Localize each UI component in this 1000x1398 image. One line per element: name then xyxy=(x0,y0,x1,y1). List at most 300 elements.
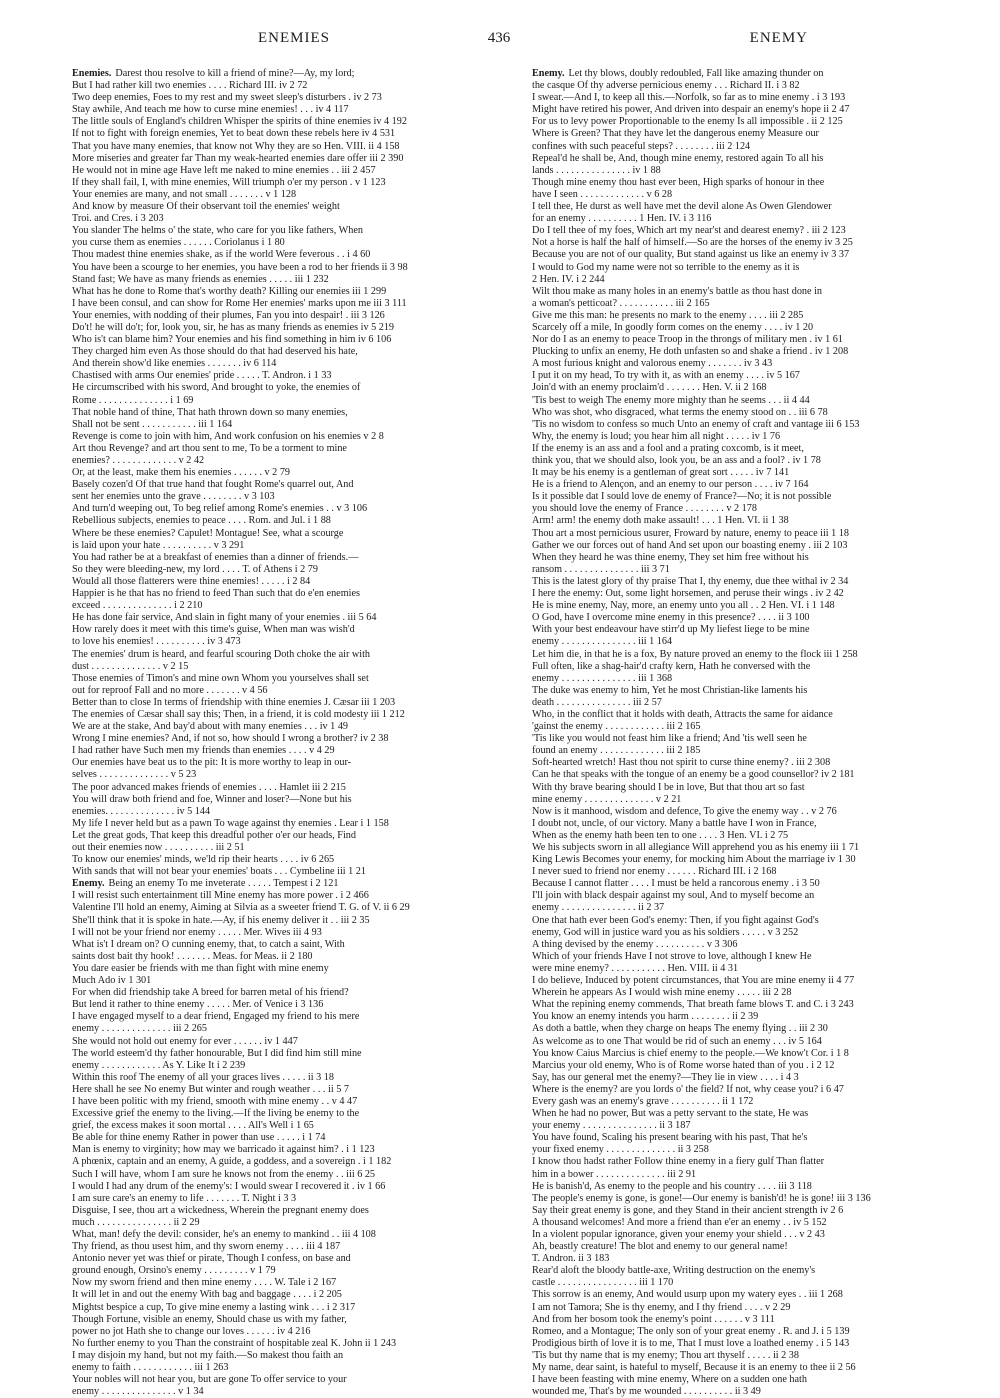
concordance-line xyxy=(72,1374,524,1386)
quotation-text: Now is it manhood, wisdom and defence, To give the enemy way . . v 2 76 xyxy=(532,805,837,817)
concordance-line xyxy=(72,370,524,382)
concordance-line xyxy=(532,68,984,80)
quotation-text: exceed . . . . . . . . . . . . . . i 2 210 xyxy=(72,600,203,612)
quotation-text: Give me this man: he presents no mark to the enemy . . . . iii 2 285 xyxy=(532,309,804,321)
concordance-line xyxy=(72,842,524,854)
concordance-line xyxy=(532,1023,984,1035)
concordance-line xyxy=(532,1048,984,1060)
concordance-line xyxy=(532,322,984,334)
quotation-text: think you, that we should also, look you, be an ass and a fool? . iv 1 78 xyxy=(532,455,821,466)
concordance-line xyxy=(72,1289,524,1301)
concordance-line xyxy=(72,1144,524,1156)
quotation-text: Within this roof The enemy of all your graces lives . . . . . ii 3 18 xyxy=(72,1071,334,1083)
quotation-text: Here shall he see No enemy But winter and rough weather . . . ii 5 7 xyxy=(72,1083,349,1095)
concordance-line xyxy=(72,1350,524,1362)
quotation-text: Let him die, in that he is a fox, By nature proved an enemy to the flock iii 1 258 xyxy=(532,648,858,660)
quotation-text: Rear'd aloft the bloody battle-axe, Writing destruction on the enemy's xyxy=(532,1265,816,1277)
concordance-line xyxy=(72,890,524,902)
quotation-text: No further enemy to you Than the constraint of hospitable zeal K. John ii 1 243 xyxy=(72,1337,397,1349)
quotation-text: This sorrow is an enemy, And would usurp upon my watery eyes . . iii 1 268 xyxy=(532,1289,843,1301)
quotation-text: I will not be your friend nor enemy . . . . . Mer. Wives iii 4 93 xyxy=(72,926,322,938)
concordance-line xyxy=(72,866,524,878)
quotation-text: the casque Of thy adverse pernicious enemy . . . Richard II. i 3 82 xyxy=(532,80,800,92)
quotation-text: wounded me, That's by me wounded . . . . . . . . . . ii 3 49 xyxy=(532,1386,761,1398)
quotation-text: Is it possible dat I sould love de enemy of France?—No; it is not possible xyxy=(532,491,832,503)
concordance-line xyxy=(72,552,524,564)
concordance-line xyxy=(532,987,984,999)
quotation-text: power no jot Hath she to change our loves . . . . . . iv 4 216 xyxy=(72,1325,311,1337)
concordance-line xyxy=(72,1326,524,1338)
concordance-line xyxy=(532,854,984,866)
quotation-text: 'Tis best to weigh The enemy more mighty than he seems . . . ii 4 44 xyxy=(532,394,810,406)
concordance-line xyxy=(532,515,984,527)
concordance-line xyxy=(72,636,524,648)
quotation-text: Full often, like a shag-hair'd crafty kern, Hath he conversed with the xyxy=(532,660,811,672)
quotation-text: Gather we our forces out of hand And set upon our boasting enemy . iii 2 103 xyxy=(532,539,848,551)
concordance-line xyxy=(532,1241,984,1253)
quotation-text: How rarely does it meet with this time's guise, When man was wish'd xyxy=(72,624,355,636)
concordance-line xyxy=(72,1181,524,1193)
quotation-text: Darest thou resolve to kill a friend of mine?—Ay, my lord; xyxy=(115,68,355,79)
concordance-line xyxy=(72,1338,524,1350)
concordance-line xyxy=(72,213,524,225)
concordance-line xyxy=(532,286,984,298)
quotation-text: This is the latest glory of thy praise That I, thy enemy, due thee withal iv 2 34 xyxy=(532,575,849,587)
concordance-line xyxy=(532,116,984,128)
concordance-line xyxy=(72,733,524,745)
concordance-line xyxy=(532,1156,984,1168)
quotation-text: were mine enemy? . . . . . . . . . . . Hen. VIII. ii 4 31 xyxy=(532,962,739,974)
quotation-text: Wrong I mine enemies? And, if not so, how should I wrong a brother? iv 2 38 xyxy=(72,733,389,745)
quotation-text: Marcius your old enemy, Who is of Rome worse hated than of you . i 2 12 xyxy=(532,1059,835,1071)
quotation-text: Why, the enemy is loud; you hear him all night . . . . . iv 1 76 xyxy=(532,430,781,442)
concordance-line xyxy=(72,334,524,346)
quotation-text: Because you are not of our quality, But stand against us like an enemy iv 3 37 xyxy=(532,249,850,261)
quotation-text: What the repining enemy commends, That breath fame blows T. and C. i 3 243 xyxy=(532,999,854,1011)
concordance-line xyxy=(532,177,984,189)
concordance-line xyxy=(532,878,984,890)
quotation-text: Scarcely off a mile, In goodly form comes on the enemy . . . . iv 1 20 xyxy=(532,321,814,333)
quotation-text: death . . . . . . . . . . . . . . . iii 2 57 xyxy=(532,696,662,708)
concordance-line xyxy=(72,1072,524,1084)
concordance-line xyxy=(532,697,984,709)
concordance-line xyxy=(532,1169,984,1181)
quotation-text: And turn'd weeping out, To beg relief among Rome's enemies . . v 3 106 xyxy=(72,503,368,515)
quotation-text: And from her bosom took the enemy's point . . . . . . v 3 111 xyxy=(532,1313,775,1325)
concordance-line xyxy=(72,721,524,733)
quotation-text: I swear.—And I, to keep all this.—Norfolk, so far as to mine enemy . i 3 193 xyxy=(532,92,846,104)
quotation-text: So they were bleeding-new, my lord . . . . T. of Athens i 2 79 xyxy=(72,563,318,575)
concordance-line xyxy=(532,1205,984,1217)
concordance-line xyxy=(72,1277,524,1289)
quotation-text: He is banish'd, As enemy to the people and his country . . . . iii 3 118 xyxy=(532,1180,812,1192)
concordance-line xyxy=(532,141,984,153)
quotation-text: With your best endeavour have stirr'd up My liefest liege to be mine xyxy=(532,624,810,636)
concordance-line xyxy=(72,92,524,104)
quotation-text: Or, at the least, make them his enemies . . . . . . v 2 79 xyxy=(72,467,291,479)
concordance-line xyxy=(72,1108,524,1120)
quotation-text: I may disjoin my hand, but not my faith.—So makest thou faith an xyxy=(72,1349,344,1361)
quotation-text: enemy to faith . . . . . . . . . . . . iii 1 263 xyxy=(72,1362,229,1374)
concordance-line xyxy=(72,1048,524,1060)
quotation-text: Your enemies are many, and not small . . . . . . . v 1 128 xyxy=(72,188,297,200)
quotation-text: The poor advanced makes friends of enemies . . . . Hamlet iii 2 215 xyxy=(72,781,346,793)
concordance-line xyxy=(72,189,524,201)
concordance-line xyxy=(532,624,984,636)
concordance-line xyxy=(532,540,984,552)
concordance-line xyxy=(532,1060,984,1072)
quotation-text: I have been politic with my friend, smooth with mine enemy . . v 4 47 xyxy=(72,1095,358,1107)
quotation-text: When as the enemy hath been ten to one . . . . 3 Hen. VI. i 2 75 xyxy=(532,829,789,841)
quotation-text: enemy . . . . . . . . . . . . . . iii 2 265 xyxy=(72,1023,207,1035)
concordance-line xyxy=(72,1265,524,1277)
quotation-text: You dare easier be friends with me than fight with mine enemy xyxy=(72,962,329,974)
concordance-line xyxy=(532,1217,984,1229)
quotation-text: I do believe, Induced by potent circumstances, that You are mine enemy ii 4 77 xyxy=(532,975,855,987)
quotation-text: sent her enemies unto the grave . . . . . . . . v 3 103 xyxy=(72,491,275,503)
concordance-line xyxy=(72,588,524,600)
quotation-text: My name, dear saint, is hateful to myself, Because it is an enemy to thee ii 2 56 xyxy=(532,1362,856,1374)
concordance-line xyxy=(72,902,524,914)
concordance-line xyxy=(532,298,984,310)
concordance-line xyxy=(532,1193,984,1205)
concordance-line xyxy=(532,661,984,673)
concordance-line xyxy=(532,419,984,431)
quotation-text: I would to God my name were not so terrible to the enemy as it is xyxy=(532,261,800,273)
quotation-text: out their enemies now . . . . . . . . . . iii 2 51 xyxy=(72,842,245,853)
quotation-text: I would I had any drum of the enemy's: I would swear I recovered it . iv 1 66 xyxy=(72,1180,386,1192)
concordance-line xyxy=(72,540,524,552)
concordance-line xyxy=(532,346,984,358)
quotation-text: He has done fair service, And slain in fight many of your enemies . iii 5 64 xyxy=(72,612,377,624)
quotation-text: A phœnix, captain and an enemy, A guide, a goddess, and a sovereign . i 1 182 xyxy=(72,1156,392,1168)
concordance-line xyxy=(72,358,524,370)
quotation-text: for an enemy . . . . . . . . . . 1 Hen. IV. i 3 116 xyxy=(532,213,712,225)
concordance-line xyxy=(532,1386,984,1398)
quotation-text: I will resist such entertainment till Mine enemy has more power . i 2 466 xyxy=(72,890,369,902)
quotation-text: The enemies of Cæsar shall say this; Then, in a friend, it is cold modesty iii 1 212 xyxy=(72,708,405,720)
quotation-text: to love his enemies! . . . . . . . . . . iv 3 473 xyxy=(72,636,241,648)
quotation-text: 'Tis no wisdom to confess so much Unto an enemy of craft and vantage iii 6 153 xyxy=(532,418,860,430)
quotation-text: If they shall fail, I, with mine enemies, Will triumph o'er my person . v 1 123 xyxy=(72,176,386,188)
concordance-line xyxy=(532,443,984,455)
concordance-line xyxy=(532,1120,984,1132)
quotation-text: In a violent popular ignorance, given your enemy your shield . . . v 2 43 xyxy=(532,1229,825,1240)
quotation-text: You know an enemy intends you harm . . . . . . . . ii 2 39 xyxy=(532,1011,759,1023)
quotation-text: enemy . . . . . . . . . . . . As Y. Like It i 2 239 xyxy=(72,1059,246,1071)
concordance-line xyxy=(532,165,984,177)
quotation-text: He would not in mine age Have left me naked to mine enemies . . iii 2 457 xyxy=(72,164,376,176)
concordance-line xyxy=(72,794,524,806)
concordance-line xyxy=(532,866,984,878)
quotation-text: With thy brave bearing should I be in love, But that thou art so fast xyxy=(532,781,805,793)
quotation-text: Who was shot, who disgraced, what terms the enemy stood on . . iii 6 78 xyxy=(532,406,828,418)
concordance-line xyxy=(72,1132,524,1144)
concordance-line xyxy=(532,588,984,600)
concordance-line xyxy=(72,177,524,189)
quotation-text: Say, has our general met the enemy?—They lie in view . . . . i 4 3 xyxy=(532,1071,799,1083)
quotation-text: lands . . . . . . . . . . . . . . . iv 1 88 xyxy=(532,164,661,176)
concordance-line xyxy=(72,116,524,128)
quotation-text: But I had rather kill two enemies . . . . Richard III. iv 2 72 xyxy=(72,80,308,92)
concordance-line xyxy=(72,1011,524,1023)
quotation-text: Thou madest thine enemies shake, as if the world Were feverous . . i 4 60 xyxy=(72,249,371,261)
quotation-text: Where is Green? That they have let the dangerous enemy Measure our xyxy=(532,128,819,140)
quotation-text: I have been feasting with mine enemy, Where on a sudden one hath xyxy=(532,1374,807,1386)
quotation-text: I have been consul, and can show for Rome Her enemies' marks upon me iii 3 111 xyxy=(72,297,407,309)
quotation-text: I here the enemy: Out, some light horsemen, and peruse their wings . iv 2 42 xyxy=(532,588,844,600)
concordance-line xyxy=(72,395,524,407)
quotation-text: Basely cozen'd Of that true hand that fought Rome's quarrel out, And xyxy=(72,479,354,491)
concordance-line xyxy=(72,419,524,431)
concordance-line xyxy=(72,1386,524,1398)
quotation-text: you curse them as enemies . . . . . . Coriolanus i 1 80 xyxy=(72,237,285,249)
concordance-line xyxy=(72,467,524,479)
quotation-text: Prodigious birth of love it is to me, That I must love a loathed enemy . i 5 143 xyxy=(532,1337,850,1349)
quotation-text: enemy . . . . . . . . . . . . . . . iii 1 368 xyxy=(532,672,673,684)
quotation-text: Which of your friends Have I not strove to love, although I knew He xyxy=(532,950,812,962)
concordance-line xyxy=(72,769,524,781)
concordance-line xyxy=(72,443,524,455)
quotation-text: That you have many enemies, that know not Why they are so Hen. VIII. ii 4 158 xyxy=(72,140,400,152)
concordance-line xyxy=(532,890,984,902)
concordance-line xyxy=(532,830,984,842)
quotation-text: Where be these enemies? Capulet! Montague! See, what a scourge xyxy=(72,527,344,539)
quotation-text: Antonio never yet was thief or pirate, Though I confess, on base and xyxy=(72,1253,351,1265)
concordance-line xyxy=(72,201,524,213)
quotation-text: Every gash was an enemy's grave . . . . . . . . . . ii 1 172 xyxy=(532,1095,754,1107)
concordance-line xyxy=(72,624,524,636)
concordance-line xyxy=(72,68,524,80)
header-left-word: ENEMIES xyxy=(258,30,330,46)
concordance-line xyxy=(532,782,984,794)
concordance-line xyxy=(532,769,984,781)
concordance-line xyxy=(532,564,984,576)
quotation-text: Ah, beastly creature! The blot and enemy to our general name! xyxy=(532,1241,788,1253)
quotation-text: Your nobles will not hear you, but are gone To offer service to your xyxy=(72,1374,347,1386)
quotation-text: And know by measure Of their observant toil the enemies' weight xyxy=(72,201,340,213)
quotation-text: The enemies' drum is heard, and fearful scouring Doth choke the air with xyxy=(72,648,371,660)
quotation-text: Rome . . . . . . . . . . . . . . i 1 69 xyxy=(72,394,194,406)
quotation-text: 'Tis but thy name that is my enemy; Thou art thyself . . . . . ii 2 38 xyxy=(532,1349,799,1361)
concordance-line xyxy=(72,274,524,286)
concordance-line xyxy=(532,128,984,140)
concordance-line xyxy=(532,1108,984,1120)
concordance-line xyxy=(532,104,984,116)
concordance-line xyxy=(72,80,524,92)
concordance-line xyxy=(532,467,984,479)
quotation-text: The world esteem'd thy father honourable, But I did find him still mine xyxy=(72,1047,362,1059)
concordance-line xyxy=(72,141,524,153)
entry-headword: Enemy. xyxy=(532,68,565,79)
quotation-text: I never sued to friend nor enemy . . . . . . Richard III. i 2 168 xyxy=(532,866,777,878)
concordance-line xyxy=(72,927,524,939)
concordance-line xyxy=(532,1289,984,1301)
quotation-text: And therein show'd like enemies . . . . . . . iv 6 114 xyxy=(72,358,277,370)
quotation-text: T. Andron. ii 3 183 xyxy=(532,1253,610,1265)
quotation-text: have I seen . . . . . . . . . . . . . v 6 28 xyxy=(532,188,673,200)
quotation-text: castle . . . . . . . . . . . . . . . . iii 1 170 xyxy=(532,1277,674,1289)
concordance-line xyxy=(72,249,524,261)
concordance-line xyxy=(72,104,524,116)
concordance-line xyxy=(532,201,984,213)
quotation-text: selves . . . . . . . . . . . . . . v 5 23 xyxy=(72,769,197,781)
concordance-line xyxy=(532,818,984,830)
quotation-text: He is a friend to Alençon, and an enemy to our person . . . . iv 7 164 xyxy=(532,479,809,491)
concordance-line xyxy=(532,92,984,104)
quotation-text: A thousand welcomes! And more a friend than e'er an enemy . . iv 5 152 xyxy=(532,1216,827,1228)
concordance-line xyxy=(532,902,984,914)
quotation-text: When he had no power, But was a petty servant to the state, He was xyxy=(532,1108,809,1120)
concordance-line xyxy=(532,249,984,261)
quotation-text: enemy, God will in justice ward you as his soldiers . . . . . v 3 252 xyxy=(532,926,799,938)
concordance-line xyxy=(72,310,524,322)
concordance-line xyxy=(72,818,524,830)
concordance-line xyxy=(532,685,984,697)
quotation-text: As welcome as to one That would be rid of such an enemy . . . iv 5 164 xyxy=(532,1035,822,1047)
concordance-line xyxy=(72,975,524,987)
concordance-line xyxy=(532,213,984,225)
quotation-text: Mightst bespice a cup, To give mine enemy a lasting wink . . . i 2 317 xyxy=(72,1301,356,1313)
right-column xyxy=(532,68,984,1398)
quotation-text: Where is the enemy? are you lords o' the field? If not, why cease you? i 6 47 xyxy=(532,1083,844,1095)
quotation-text: Art thou Revenge? and art thou sent to me, To be a torment to mine xyxy=(72,442,347,454)
concordance-line xyxy=(532,382,984,394)
quotation-text: 'gainst the enemy . . . . . . . . . . . . iii 2 165 xyxy=(532,721,701,733)
concordance-line xyxy=(532,999,984,1011)
quotation-text: enemies. . . . . . . . . . . . . . iv 5 144 xyxy=(72,805,211,817)
concordance-line xyxy=(532,745,984,757)
concordance-line xyxy=(532,1096,984,1108)
concordance-line xyxy=(72,709,524,721)
quotation-text: What, man! defy the devil: consider, he's an enemy to mankind . . iii 4 108 xyxy=(72,1229,376,1240)
concordance-line xyxy=(72,1193,524,1205)
concordance-line xyxy=(72,479,524,491)
quotation-text: You know Caius Marcius is chief enemy to the people.—We know't Cor. i 1 8 xyxy=(532,1047,849,1059)
quotation-text: 2 Hen. IV. i 2 244 xyxy=(532,273,605,285)
concordance-line xyxy=(72,262,524,274)
quotation-text: To know our enemies' minds, we'ld rip their hearts . . . . iv 6 265 xyxy=(72,854,335,866)
concordance-line xyxy=(532,1072,984,1084)
concordance-line xyxy=(72,782,524,794)
concordance-line xyxy=(72,1120,524,1132)
quotation-text: saints dost bait thy hook! . . . . . . . Meas. for Meas. ii 2 180 xyxy=(72,950,313,962)
quotation-text: I put it on my head, To try with it, as with an enemy . . . . iv 5 167 xyxy=(532,370,800,382)
quotation-text: Let thy blows, doubly redoubled, Fall like amazing thunder on xyxy=(568,68,824,79)
concordance-line xyxy=(532,189,984,201)
quotation-text: The duke was enemy to him, Yet he most Christian-like laments his xyxy=(532,684,808,696)
page-number: 436 xyxy=(487,30,511,46)
concordance-line xyxy=(532,370,984,382)
concordance-line xyxy=(532,915,984,927)
concordance-line xyxy=(532,1084,984,1096)
quotation-text: Plucking to unfix an enemy, He doth unfasten so and shake a friend . iv 1 208 xyxy=(532,346,849,358)
quotation-text: If not to fight with foreign enemies, Yet to beat down these rebels here iv 4 531 xyxy=(72,128,396,140)
concordance-line xyxy=(72,1023,524,1035)
quotation-text: Shall not be sent . . . . . . . . . . . iii 1 164 xyxy=(72,418,233,430)
concordance-line xyxy=(532,334,984,346)
concordance-line xyxy=(72,165,524,177)
concordance-line xyxy=(72,576,524,588)
concordance-line xyxy=(532,733,984,745)
concordance-line xyxy=(532,431,984,443)
quotation-text: Join'd with an enemy proclaim'd . . . . . . . Hen. V. ii 2 168 xyxy=(532,382,767,394)
quotation-text: Can he that speaks with the tongue of an enemy be a good counsellor? iv 2 181 xyxy=(532,769,855,781)
concordance-line xyxy=(72,503,524,515)
quotation-text: Repeal'd he shall be, And, though mine enemy, restored again To all his xyxy=(532,152,824,164)
quotation-text: For us to levy power Proportionable to the enemy Is all impossible . ii 2 125 xyxy=(532,116,843,128)
concordance-line xyxy=(532,1036,984,1048)
quotation-text: I know thou hadst rather Follow thine enemy in a fiery gulf Than flatter xyxy=(532,1156,825,1168)
concordance-line xyxy=(532,407,984,419)
quotation-text: ground enough, Orsino's enemy . . . . . . . . . v 1 79 xyxy=(72,1265,276,1277)
concordance-line xyxy=(532,1374,984,1386)
concordance-line xyxy=(72,1205,524,1217)
quotation-text: Arm! arm! the enemy doth make assault! . . . 1 Hen. VI. ii 1 38 xyxy=(532,515,789,527)
concordance-line xyxy=(72,1253,524,1265)
concordance-line xyxy=(532,1277,984,1289)
quotation-text: He circumscribed with his sword, And brought to yoke, the enemies of xyxy=(72,382,361,394)
quotation-text: enemy . . . . . . . . . . . . . . . iii 1 164 xyxy=(532,636,673,648)
concordance-line xyxy=(532,153,984,165)
quotation-text: a woman's petticoat? . . . . . . . . . . . iii 2 165 xyxy=(532,297,710,309)
quotation-text: Happier is he that has no friend to feed Than such that do e'en enemies xyxy=(72,588,360,600)
quotation-text: Stand fast; We have as many friends as enemies . . . . . iii 1 232 xyxy=(72,273,329,285)
quotation-text: Nor do I as an enemy to peace Troop in the throngs of military men . iv 1 61 xyxy=(532,334,843,346)
quotation-text: My life I never held but as a pawn To wage against thy enemies . Lear i 1 158 xyxy=(72,817,389,829)
quotation-text: Would all those flatterers were thine enemies! . . . . . i 2 84 xyxy=(72,575,311,587)
quotation-text: you should love the enemy of France . . . . . . . . v 2 178 xyxy=(532,503,757,515)
concordance-line xyxy=(532,612,984,624)
quotation-text: One that hath ever been God's enemy: Then, if you fight against God's xyxy=(532,914,819,926)
quotation-text: He is mine enemy, Nay, more, an enemy unto you all . . 2 Hen. VI. i 1 148 xyxy=(532,600,835,612)
quotation-text: Romeo, and a Montague; The only son of your great enemy . R. and J. i 5 139 xyxy=(532,1325,850,1337)
concordance-line xyxy=(532,649,984,661)
concordance-line xyxy=(72,915,524,927)
quotation-text: We are at the stake, And bay'd about with many enemies . . . iv 1 49 xyxy=(72,721,349,733)
concordance-line xyxy=(532,1314,984,1326)
concordance-line xyxy=(72,286,524,298)
quotation-text: Man is enemy to virginity; how may we barricado it against him? . i 1 123 xyxy=(72,1144,375,1156)
quotation-text: Thou art a most pernicious usurer, Froward by nature, enemy to peace iii 1 18 xyxy=(532,527,850,539)
concordance-line xyxy=(72,697,524,709)
quotation-text: your enemy . . . . . . . . . . . . . . . ii 3 187 xyxy=(532,1120,691,1132)
quotation-text: Though Fortune, visible an enemy, Should chase us with my father, xyxy=(72,1313,347,1325)
concordance-line xyxy=(72,1156,524,1168)
concordance-line xyxy=(72,455,524,467)
quotation-text: Because I cannot flatter . . . . I must be held a rancorous enemy . i 3 50 xyxy=(532,878,820,890)
quotation-text: I'll join with black despair against my soul, And to myself become an xyxy=(532,890,815,902)
concordance-line xyxy=(532,455,984,467)
quotation-text: Who, in the conflict that it holds with death, Attracts the same for aidance xyxy=(532,708,833,720)
quotation-text: ransom . . . . . . . . . . . . . . . iii 3 71 xyxy=(532,563,670,575)
concordance-line xyxy=(72,322,524,334)
quotation-text: is laid upon your hate . . . . . . . . . . v 3 291 xyxy=(72,539,245,551)
quotation-text: Wilt thou make as many holes in an enemy's battle as thou hast done in xyxy=(532,285,823,297)
quotation-text: I have engaged myself to a dear friend, Engaged my friend to his mere xyxy=(72,1011,360,1023)
quotation-text: Be able for thine enemy Rather in power than use . . . . . i 1 74 xyxy=(72,1132,326,1144)
concordance-line xyxy=(532,1011,984,1023)
concordance-line xyxy=(532,1229,984,1241)
quotation-text: What is't I dream on? O cunning enemy, that, to catch a saint, With xyxy=(72,938,345,950)
quotation-text: Our enemies have beat us to the pit: It is more worthy to leap in our- xyxy=(72,757,352,769)
concordance-line xyxy=(72,1241,524,1253)
quotation-text: grief, the excess makes it soon mortal . . . . All's Well i 1 65 xyxy=(72,1120,314,1132)
concordance-line xyxy=(72,237,524,249)
concordance-line xyxy=(532,503,984,515)
quotation-text: More miseries and greater far Than my weak-hearted enemies dare offer iii 2 390 xyxy=(72,152,404,164)
concordance-line xyxy=(532,673,984,685)
